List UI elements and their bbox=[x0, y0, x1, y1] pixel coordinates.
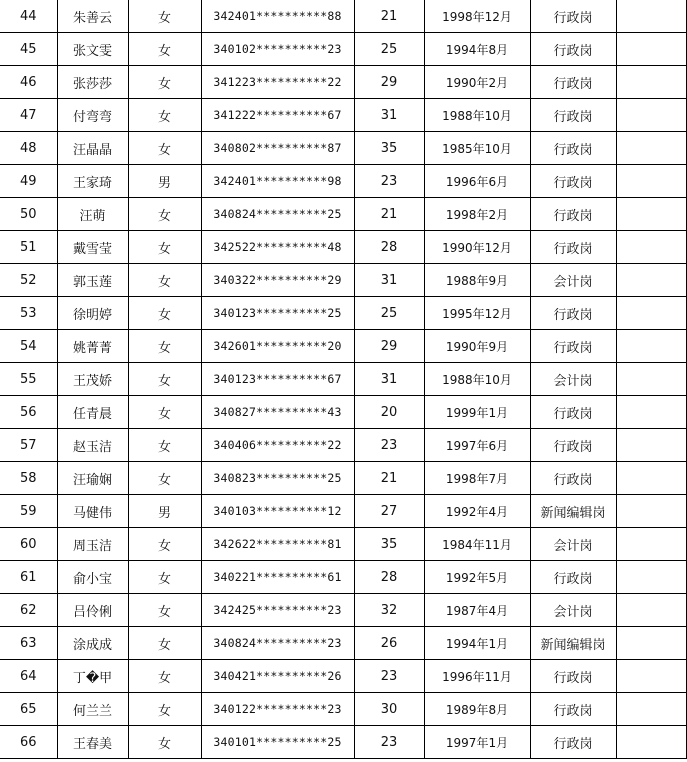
table-row bbox=[0, 264, 686, 297]
note-cell bbox=[616, 528, 686, 561]
id-number-cell: 342522**********48 bbox=[201, 231, 354, 264]
name-cell: 俞小宝 bbox=[57, 561, 128, 594]
id-number-cell: 340122**********23 bbox=[201, 693, 354, 726]
id-number-cell: 340406**********22 bbox=[201, 429, 354, 462]
birth-date-cell: 1998年12月 bbox=[424, 0, 530, 33]
gender-cell: 男 bbox=[128, 495, 201, 528]
gender-cell: 女 bbox=[128, 561, 201, 594]
birth-date-cell: 1998年7月 bbox=[424, 462, 530, 495]
position-cell: 行政岗 bbox=[530, 66, 616, 99]
birth-date-cell: 1992年5月 bbox=[424, 561, 530, 594]
position-cell: 行政岗 bbox=[530, 396, 616, 429]
note-cell bbox=[616, 726, 686, 759]
age-cell: 29 bbox=[354, 66, 424, 99]
birth-date-cell: 1996年11月 bbox=[424, 660, 530, 693]
row-number: 48 bbox=[0, 132, 57, 165]
row-number: 53 bbox=[0, 297, 57, 330]
id-number-cell: 340824**********23 bbox=[201, 627, 354, 660]
name-cell: 马健伟 bbox=[57, 495, 128, 528]
birth-date-cell: 1999年1月 bbox=[424, 396, 530, 429]
id-number-cell: 340823**********25 bbox=[201, 462, 354, 495]
age-cell: 28 bbox=[354, 231, 424, 264]
name-cell: 朱善云 bbox=[57, 0, 128, 33]
age-cell: 31 bbox=[354, 363, 424, 396]
name-cell: 涂成成 bbox=[57, 627, 128, 660]
table-row bbox=[0, 66, 686, 99]
position-cell: 行政岗 bbox=[530, 429, 616, 462]
table-row bbox=[0, 495, 686, 528]
note-cell bbox=[616, 0, 686, 33]
position-cell: 会计岗 bbox=[530, 594, 616, 627]
row-number: 56 bbox=[0, 396, 57, 429]
note-cell bbox=[616, 594, 686, 627]
table-row bbox=[0, 0, 686, 33]
id-number-cell: 340103**********12 bbox=[201, 495, 354, 528]
position-cell: 行政岗 bbox=[530, 33, 616, 66]
birth-date-cell: 1984年11月 bbox=[424, 528, 530, 561]
age-cell: 35 bbox=[354, 528, 424, 561]
note-cell bbox=[616, 693, 686, 726]
gender-cell: 女 bbox=[128, 462, 201, 495]
table-row bbox=[0, 165, 686, 198]
id-number-cell: 341223**********22 bbox=[201, 66, 354, 99]
note-cell bbox=[616, 33, 686, 66]
birth-date-cell: 1990年12月 bbox=[424, 231, 530, 264]
table-row bbox=[0, 693, 686, 726]
row-number: 57 bbox=[0, 429, 57, 462]
age-cell: 21 bbox=[354, 0, 424, 33]
age-cell: 35 bbox=[354, 132, 424, 165]
table-row bbox=[0, 396, 686, 429]
name-cell: 王茂娇 bbox=[57, 363, 128, 396]
id-number-cell: 340123**********67 bbox=[201, 363, 354, 396]
position-cell: 行政岗 bbox=[530, 198, 616, 231]
name-cell: 吕伶俐 bbox=[57, 594, 128, 627]
gender-cell: 男 bbox=[128, 165, 201, 198]
row-number: 60 bbox=[0, 528, 57, 561]
table-row bbox=[0, 132, 686, 165]
age-cell: 23 bbox=[354, 660, 424, 693]
name-cell: 王家琦 bbox=[57, 165, 128, 198]
birth-date-cell: 1992年4月 bbox=[424, 495, 530, 528]
name-cell: 王春美 bbox=[57, 726, 128, 759]
gender-cell: 女 bbox=[128, 693, 201, 726]
gender-cell: 女 bbox=[128, 66, 201, 99]
row-number: 49 bbox=[0, 165, 57, 198]
gender-cell: 女 bbox=[128, 33, 201, 66]
birth-date-cell: 1995年12月 bbox=[424, 297, 530, 330]
note-cell bbox=[616, 132, 686, 165]
birth-date-cell: 1996年6月 bbox=[424, 165, 530, 198]
gender-cell: 女 bbox=[128, 198, 201, 231]
note-cell bbox=[616, 198, 686, 231]
birth-date-cell: 1985年10月 bbox=[424, 132, 530, 165]
gender-cell: 女 bbox=[128, 726, 201, 759]
age-cell: 27 bbox=[354, 495, 424, 528]
row-number: 62 bbox=[0, 594, 57, 627]
note-cell bbox=[616, 627, 686, 660]
id-number-cell: 341222**********67 bbox=[201, 99, 354, 132]
position-cell: 行政岗 bbox=[530, 297, 616, 330]
id-number-cell: 340221**********61 bbox=[201, 561, 354, 594]
position-cell: 会计岗 bbox=[530, 528, 616, 561]
position-cell: 行政岗 bbox=[530, 330, 616, 363]
name-cell: 何兰兰 bbox=[57, 693, 128, 726]
birth-date-cell: 1989年8月 bbox=[424, 693, 530, 726]
id-number-cell: 342401**********88 bbox=[201, 0, 354, 33]
position-cell: 会计岗 bbox=[530, 363, 616, 396]
age-cell: 21 bbox=[354, 198, 424, 231]
table-row bbox=[0, 561, 686, 594]
note-cell bbox=[616, 99, 686, 132]
row-number: 66 bbox=[0, 726, 57, 759]
name-cell: 周玉洁 bbox=[57, 528, 128, 561]
birth-date-cell: 1987年4月 bbox=[424, 594, 530, 627]
birth-date-cell: 1990年2月 bbox=[424, 66, 530, 99]
birth-date-cell: 1990年9月 bbox=[424, 330, 530, 363]
table-row bbox=[0, 33, 686, 66]
gender-cell: 女 bbox=[128, 396, 201, 429]
position-cell: 行政岗 bbox=[530, 660, 616, 693]
row-number: 51 bbox=[0, 231, 57, 264]
table-row bbox=[0, 363, 686, 396]
id-number-cell: 340827**********43 bbox=[201, 396, 354, 429]
name-cell: 徐明婷 bbox=[57, 297, 128, 330]
note-cell bbox=[616, 297, 686, 330]
age-cell: 23 bbox=[354, 726, 424, 759]
position-cell: 行政岗 bbox=[530, 0, 616, 33]
name-cell: 付弯弯 bbox=[57, 99, 128, 132]
age-cell: 29 bbox=[354, 330, 424, 363]
id-number-cell: 340102**********23 bbox=[201, 33, 354, 66]
id-number-cell: 342425**********23 bbox=[201, 594, 354, 627]
table-row bbox=[0, 198, 686, 231]
gender-cell: 女 bbox=[128, 594, 201, 627]
table-row bbox=[0, 528, 686, 561]
row-number: 63 bbox=[0, 627, 57, 660]
table-row bbox=[0, 462, 686, 495]
row-number: 46 bbox=[0, 66, 57, 99]
age-cell: 25 bbox=[354, 33, 424, 66]
table-row bbox=[0, 231, 686, 264]
row-number: 64 bbox=[0, 660, 57, 693]
id-number-cell: 342622**********81 bbox=[201, 528, 354, 561]
birth-date-cell: 1997年1月 bbox=[424, 726, 530, 759]
table-row bbox=[0, 297, 686, 330]
name-cell: 姚菁菁 bbox=[57, 330, 128, 363]
gender-cell: 女 bbox=[128, 330, 201, 363]
note-cell bbox=[616, 66, 686, 99]
row-number: 54 bbox=[0, 330, 57, 363]
age-cell: 31 bbox=[354, 99, 424, 132]
birth-date-cell: 1994年1月 bbox=[424, 627, 530, 660]
note-cell bbox=[616, 429, 686, 462]
name-cell: 戴雪莹 bbox=[57, 231, 128, 264]
name-cell: 张莎莎 bbox=[57, 66, 128, 99]
position-cell: 会计岗 bbox=[530, 264, 616, 297]
table-row bbox=[0, 660, 686, 693]
id-number-cell: 342601**********20 bbox=[201, 330, 354, 363]
gender-cell: 女 bbox=[128, 264, 201, 297]
age-cell: 31 bbox=[354, 264, 424, 297]
id-number-cell: 340824**********25 bbox=[201, 198, 354, 231]
gender-cell: 女 bbox=[128, 132, 201, 165]
position-cell: 行政岗 bbox=[530, 726, 616, 759]
birth-date-cell: 1988年10月 bbox=[424, 363, 530, 396]
note-cell bbox=[616, 495, 686, 528]
row-number: 44 bbox=[0, 0, 57, 33]
age-cell: 23 bbox=[354, 165, 424, 198]
id-number-cell: 340123**********25 bbox=[201, 297, 354, 330]
id-number-cell: 340322**********29 bbox=[201, 264, 354, 297]
position-cell: 行政岗 bbox=[530, 462, 616, 495]
row-number: 47 bbox=[0, 99, 57, 132]
note-cell bbox=[616, 660, 686, 693]
age-cell: 32 bbox=[354, 594, 424, 627]
row-number: 65 bbox=[0, 693, 57, 726]
row-number: 59 bbox=[0, 495, 57, 528]
id-number-cell: 340802**********87 bbox=[201, 132, 354, 165]
row-number: 50 bbox=[0, 198, 57, 231]
gender-cell: 女 bbox=[128, 660, 201, 693]
table-row bbox=[0, 330, 686, 363]
row-number: 55 bbox=[0, 363, 57, 396]
birth-date-cell: 1998年2月 bbox=[424, 198, 530, 231]
age-cell: 23 bbox=[354, 429, 424, 462]
gender-cell: 女 bbox=[128, 99, 201, 132]
name-cell: 张文雯 bbox=[57, 33, 128, 66]
note-cell bbox=[616, 561, 686, 594]
table-row bbox=[0, 726, 686, 759]
note-cell bbox=[616, 231, 686, 264]
name-cell: 任青晨 bbox=[57, 396, 128, 429]
name-cell: 汪萌 bbox=[57, 198, 128, 231]
name-cell: 丁�甲 bbox=[57, 660, 128, 693]
gender-cell: 女 bbox=[128, 528, 201, 561]
birth-date-cell: 1988年10月 bbox=[424, 99, 530, 132]
name-cell: 赵玉洁 bbox=[57, 429, 128, 462]
row-number: 52 bbox=[0, 264, 57, 297]
row-number: 61 bbox=[0, 561, 57, 594]
birth-date-cell: 1988年9月 bbox=[424, 264, 530, 297]
table-row bbox=[0, 99, 686, 132]
gender-cell: 女 bbox=[128, 231, 201, 264]
position-cell: 新闻编辑岗 bbox=[530, 627, 616, 660]
age-cell: 21 bbox=[354, 462, 424, 495]
table-row bbox=[0, 429, 686, 462]
gender-cell: 女 bbox=[128, 429, 201, 462]
id-number-cell: 342401**********98 bbox=[201, 165, 354, 198]
position-cell: 行政岗 bbox=[530, 165, 616, 198]
position-cell: 行政岗 bbox=[530, 561, 616, 594]
id-number-cell: 340101**********25 bbox=[201, 726, 354, 759]
position-cell: 行政岗 bbox=[530, 231, 616, 264]
gender-cell: 女 bbox=[128, 363, 201, 396]
row-number: 45 bbox=[0, 33, 57, 66]
position-cell: 行政岗 bbox=[530, 132, 616, 165]
name-cell: 郭玉莲 bbox=[57, 264, 128, 297]
name-cell: 汪晶晶 bbox=[57, 132, 128, 165]
note-cell bbox=[616, 264, 686, 297]
note-cell bbox=[616, 363, 686, 396]
table-row bbox=[0, 627, 686, 660]
birth-date-cell: 1994年8月 bbox=[424, 33, 530, 66]
position-cell: 新闻编辑岗 bbox=[530, 495, 616, 528]
age-cell: 26 bbox=[354, 627, 424, 660]
position-cell: 行政岗 bbox=[530, 99, 616, 132]
birth-date-cell: 1997年6月 bbox=[424, 429, 530, 462]
row-number: 58 bbox=[0, 462, 57, 495]
position-cell: 行政岗 bbox=[530, 693, 616, 726]
note-cell bbox=[616, 165, 686, 198]
note-cell bbox=[616, 462, 686, 495]
age-cell: 20 bbox=[354, 396, 424, 429]
gender-cell: 女 bbox=[128, 297, 201, 330]
age-cell: 30 bbox=[354, 693, 424, 726]
note-cell bbox=[616, 396, 686, 429]
name-cell: 汪瑜娴 bbox=[57, 462, 128, 495]
id-number-cell: 340421**********26 bbox=[201, 660, 354, 693]
age-cell: 25 bbox=[354, 297, 424, 330]
note-cell bbox=[616, 330, 686, 363]
age-cell: 28 bbox=[354, 561, 424, 594]
table-row bbox=[0, 594, 686, 627]
gender-cell: 女 bbox=[128, 627, 201, 660]
gender-cell: 女 bbox=[128, 0, 201, 33]
